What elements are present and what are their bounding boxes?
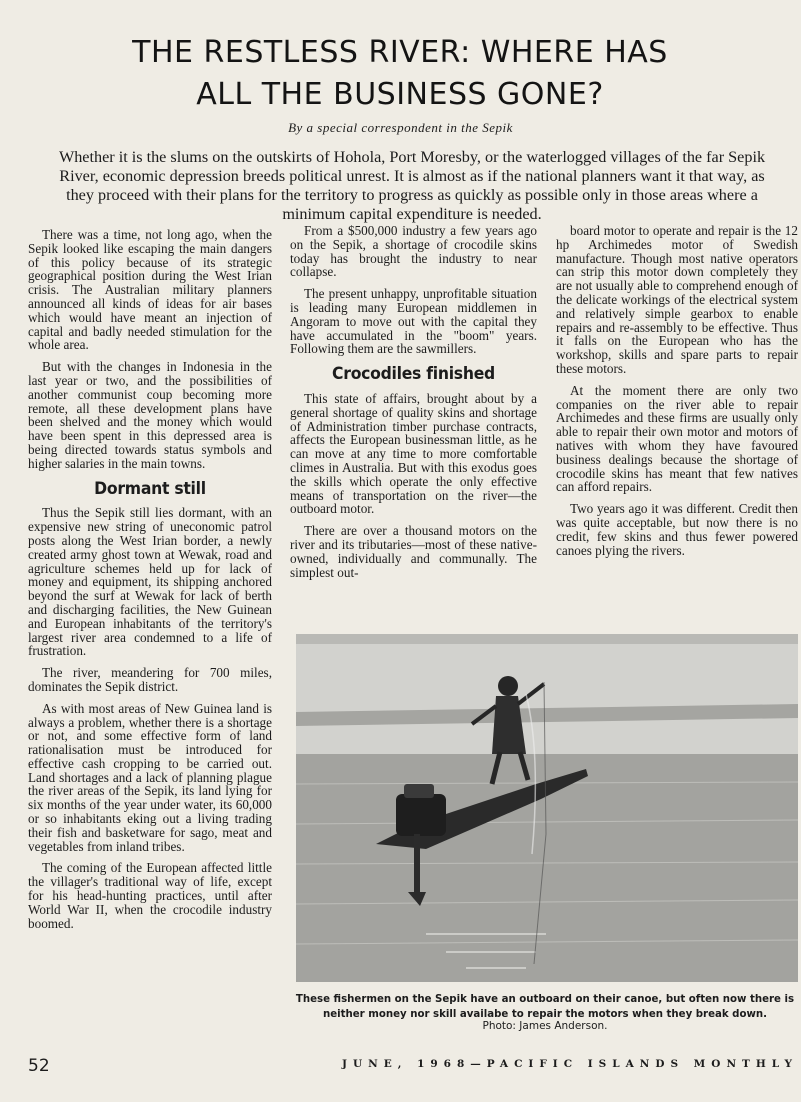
column-2 xyxy=(290,224,537,587)
paragraph: From a $500,000 industry a few years ago on the Sepik, a shortage of crocodile skins today has brought the industry to near collapse. xyxy=(290,223,537,280)
subheading-crocodiles-finished: Crocodiles finished xyxy=(332,364,495,385)
standfirst: Whether it is the slums on the outskirts of Hohola, Port Moresby, or the waterlogged villages of the far Sepik River, economic depression breeds political unrest. It is almost as if the national planners want it that way, as they proceed with their plans for the territory to progress as quickly as possible only in those areas where a minimum capital expenditure is needed. xyxy=(58,148,766,223)
paragraph: As with most areas of New Guinea land is always a problem, whether there is a shortage or not, and some effective form of land rationalisation must be introduced for effective cash cropping to be carried out. Land shortages and a lack of planning plague the river areas of the Sepik, its land lying for six months of the year under water, its 60,000 or so inhabitants eking out a living trading their fish and basketware for sago, meat and vegetables from inland tribes. xyxy=(28,700,272,854)
paragraph: At the moment there are only two companies on the river able to repair Archimedes and these firms are usually only able to repair their own motor and motors of natives with whom they have favoured business dealings because the shortage of crocodile skins has meant that few natives can afford repairs. xyxy=(556,382,798,495)
byline: By a special correspondent in the Sepik xyxy=(288,120,513,135)
river-photo xyxy=(296,634,798,982)
paragraph: board motor to operate and repair is the 12 hp Archimedes motor of Swedish manufacture. Though most native operators can strip this motor down completely they are not usually able to comprehend enough of the delicate workings of the electrical system and relatively simple gearbox to enable repairs and re-assembly to be effective. Thus it falls on the European who has the workshop, skills and spare parts to repair these motors. xyxy=(556,223,798,376)
paragraph: Two years ago it was different. Credit then was quite acceptable, but now there is no credit, few skins and thus fewer powered canoes plying the rivers. xyxy=(556,501,798,558)
column-1 xyxy=(28,228,272,938)
paragraph: There was a time, not long ago, when the Sepik looked like escaping the main dangers of this policy because of its strategic geographical position during the West Irian crisis. The Australian military planners announced all kinds of ideas for air bases which would have meant an injection of capital and badly needed stimulation for the whole area. xyxy=(28,227,272,353)
paragraph: But with the changes in Indonesia in the last year or two, and the possibilities of another communist coup becoming more remote, all these development plans have been shelved and the money which would have been spent in this depressed area is being directed towards status symbols and higher salaries in the main towns. xyxy=(28,359,272,471)
paragraph: There are over a thousand motors on the river and its tributaries—most of these native-owned, individually and communally. The simplest out- xyxy=(290,523,537,580)
article-headline xyxy=(40,32,760,116)
photo-caption: These fishermen on the Sepik have an outboard on their canoe, but often now there is neither money nor skill availabe to repair the motors when they break down. xyxy=(295,994,795,1020)
fishermen-canoe-illustration xyxy=(296,634,798,982)
paragraph: The coming of the European affected little the villager's traditional way of life, except for his head-hunting practices, until after World War II, when the crocodile industry boomed. xyxy=(28,860,272,931)
paragraph: Thus the Sepik still lies dormant, with an expensive new string of uneconomic patrol posts along the West Irian border, a newly created army ghost town at Wewak, road and agriculture schemes held up for lack of money and equipment, its shipping anchored beyond the surf at Wewak for lack of berth and discharging facilities, the New Guinean and European inhabitants of the territory's largest river area condemned to a life of frustration. xyxy=(28,505,272,659)
headline-line-2: ALL THE BUSINESS GONE? xyxy=(196,77,604,112)
paragraph: The river, meandering for 700 miles, dominates the Sepik district. xyxy=(28,665,272,694)
paragraph: The present unhappy, unprofitable situation is leading many European middlemen in Angoram to move out with the capital they have accumulated in the "boom" years. Following them are the sawmillers. xyxy=(290,286,537,357)
headline-line-1: THE RESTLESS RIVER: WHERE HAS xyxy=(132,35,668,70)
paragraph: This state of affairs, brought about by a general shortage of quality skins and shortage of Administration timber purchase contracts, affects the European businessman little, as he can move at any time to more comfortable climes in Australia. But with this exodus goes the skills which operate the only effective means of transportation on the river—the outboard motor. xyxy=(290,390,537,517)
running-footer: JUNE, 1968—PACIFIC ISLANDS MONTHLY xyxy=(342,1058,798,1070)
photo-credit: Photo: James Anderson. xyxy=(482,1020,608,1032)
subheading-dormant-still: Dormant still xyxy=(94,478,206,499)
column-3 xyxy=(556,224,798,565)
page-number: 52 xyxy=(28,1056,50,1076)
